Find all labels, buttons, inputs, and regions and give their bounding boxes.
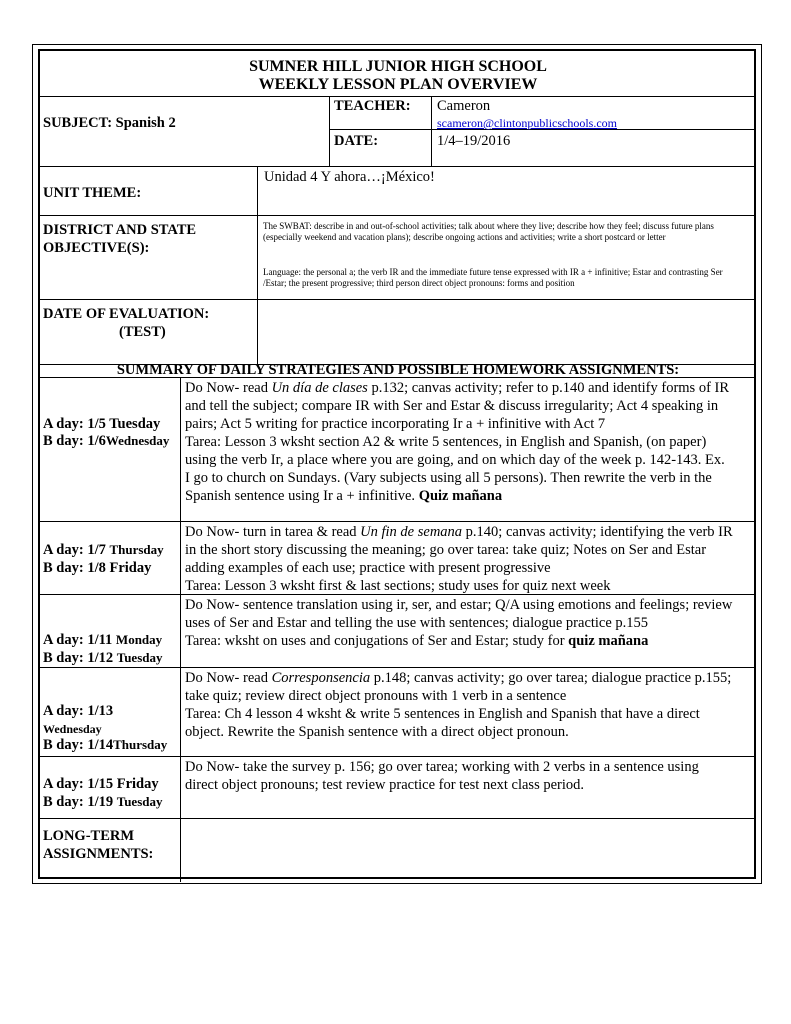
objectives-text-2: Language: the personal a; the verb IR and the immediate future tense expressed with IR a + infinitive; Estar and contrasting Ser /Estar; the present progressive; third person direct object pronouns: forms and position: [263, 267, 723, 288]
date-label: DATE:: [334, 133, 379, 149]
subject-label: SUBJECT: Spanish 2: [43, 115, 176, 131]
day2-do-now: Do Now- turn in tarea & read Un fin de semana p.140; canvas activity; identifying the verb IR in the short story discussing the meaning; go over tarea: take quiz; Notes on Ser and Estar adding examples of each use; practice with present progressive: [185, 524, 733, 576]
day1-a-day: A day: 1/5 Tuesday: [43, 416, 161, 432]
teacher-email-wrap: [437, 114, 617, 132]
plan-title: WEEKLY LESSON PLAN OVERVIEW: [258, 76, 538, 93]
teacher-email-link[interactable]: scameron@clintonpublicschools.com: [437, 116, 618, 130]
day2-plan: [185, 523, 733, 595]
day5-a-day: A day: 1/15 Friday: [43, 776, 159, 792]
long-term-label-line2: ASSIGNMENTS:: [43, 846, 154, 862]
day3-a-day: A day: 1/11 Monday: [43, 632, 163, 648]
day3-do-now: Do Now- sentence translation using ir, ser, and estar; Q/A using emotions and feelings; review uses of Ser and Estar and telling the use with sentences; dialogue practice p.155: [185, 597, 733, 631]
unit-theme-label: UNIT THEME:: [43, 185, 142, 201]
day3-tarea: Tarea: wksht on uses and conjugations of Ser and Estar; study for quiz mañana: [185, 633, 649, 649]
day5-plan: [185, 758, 733, 794]
unit-theme-value: Unidad 4 Y ahora…¡México!: [264, 169, 435, 185]
page-frame: [32, 44, 762, 884]
day1-do-now: Do Now- read Un día de clases p.132; canvas activity; refer to p.140 and identify forms of IR and tell the subject; compare IR with Ser and Estar & discuss irregularity; Act 4 speaking in pairs; Act 5 writing for practice incorporating Ir a + infinitive with Act 7: [185, 380, 730, 432]
day1-tarea: Tarea: Lesson 3 wksht section A2 & write 5 sentences, in English and Spanish, (on paper) using the verb Ir, a place where you are going, and on which day of the week p. 142-143. Ex. I go to church on Sundays. (Vary subjects using all 5 persons). Then rewrite the verb in the Spanish sentence using Ir a + infinitive. Quiz mañana: [185, 434, 725, 504]
teacher-label: TEACHER:: [334, 98, 411, 114]
day2-a-day: A day: 1/7 Thursday: [43, 542, 164, 558]
day5-do-now: Do Now- take the survey p. 156; go over tarea; working with 2 verbs in a sentence using direct object pronouns; test review practice for test next class period.: [185, 759, 699, 793]
day4-b-day: B day: 1/14Thursday: [43, 737, 168, 753]
day2-tarea: Tarea: Lesson 3 wksht first & last sections; study uses for quiz next week: [185, 578, 611, 594]
objectives-text-1: The SWBAT: describe in and out-of-school activities; talk about where they live; describe how they feel; discuss future plans (especially weekend and vacation plans); describe ongoing actions and activities; write a short postcard or letter: [263, 221, 714, 242]
day1-plan: [185, 379, 733, 505]
long-term-label-line1: LONG-TERM: [43, 828, 135, 844]
objectives-label-line2: OBJECTIVE(S):: [43, 240, 150, 256]
day4-plan: [185, 669, 733, 741]
day5-b-day: B day: 1/19 Tuesday: [43, 794, 163, 810]
day1-b-day: B day: 1/6Wednesday: [43, 433, 170, 449]
day3-b-day: B day: 1/12 Tuesday: [43, 650, 163, 666]
teacher-name: Cameron: [437, 98, 491, 114]
day3-plan: [185, 596, 733, 650]
day4-a-day: A day: 1/13: [43, 703, 114, 719]
evaluation-label-line1: DATE OF EVALUATION:: [43, 306, 210, 322]
day4-tarea: Tarea: Ch 4 lesson 4 wksht & write 5 sentences in English and Spanish that have a direct object. Rewrite the Spanish sentence with a direct object pronoun.: [185, 706, 700, 740]
day4-do-now: Do Now- read Corresponsencia p.148; canvas activity; go over tarea; dialogue practice p.155; take quiz; review direct object pronouns with 1 verb in a sentence: [185, 670, 732, 704]
date-value: 1/4–19/2016: [437, 133, 511, 149]
objectives-label-line1: DISTRICT AND STATE: [43, 222, 197, 238]
lesson-plan-table: [38, 49, 756, 879]
day4-a-day-weekday: Wednesday: [43, 722, 102, 736]
summary-header: SUMMARY OF DAILY STRATEGIES AND POSSIBLE HOMEWORK ASSIGNMENTS:: [116, 362, 680, 378]
day2-b-day: B day: 1/8 Friday: [43, 560, 152, 576]
evaluation-label-line2: (TEST): [119, 324, 166, 340]
school-name: SUMNER HILL JUNIOR HIGH SCHOOL: [249, 58, 547, 75]
